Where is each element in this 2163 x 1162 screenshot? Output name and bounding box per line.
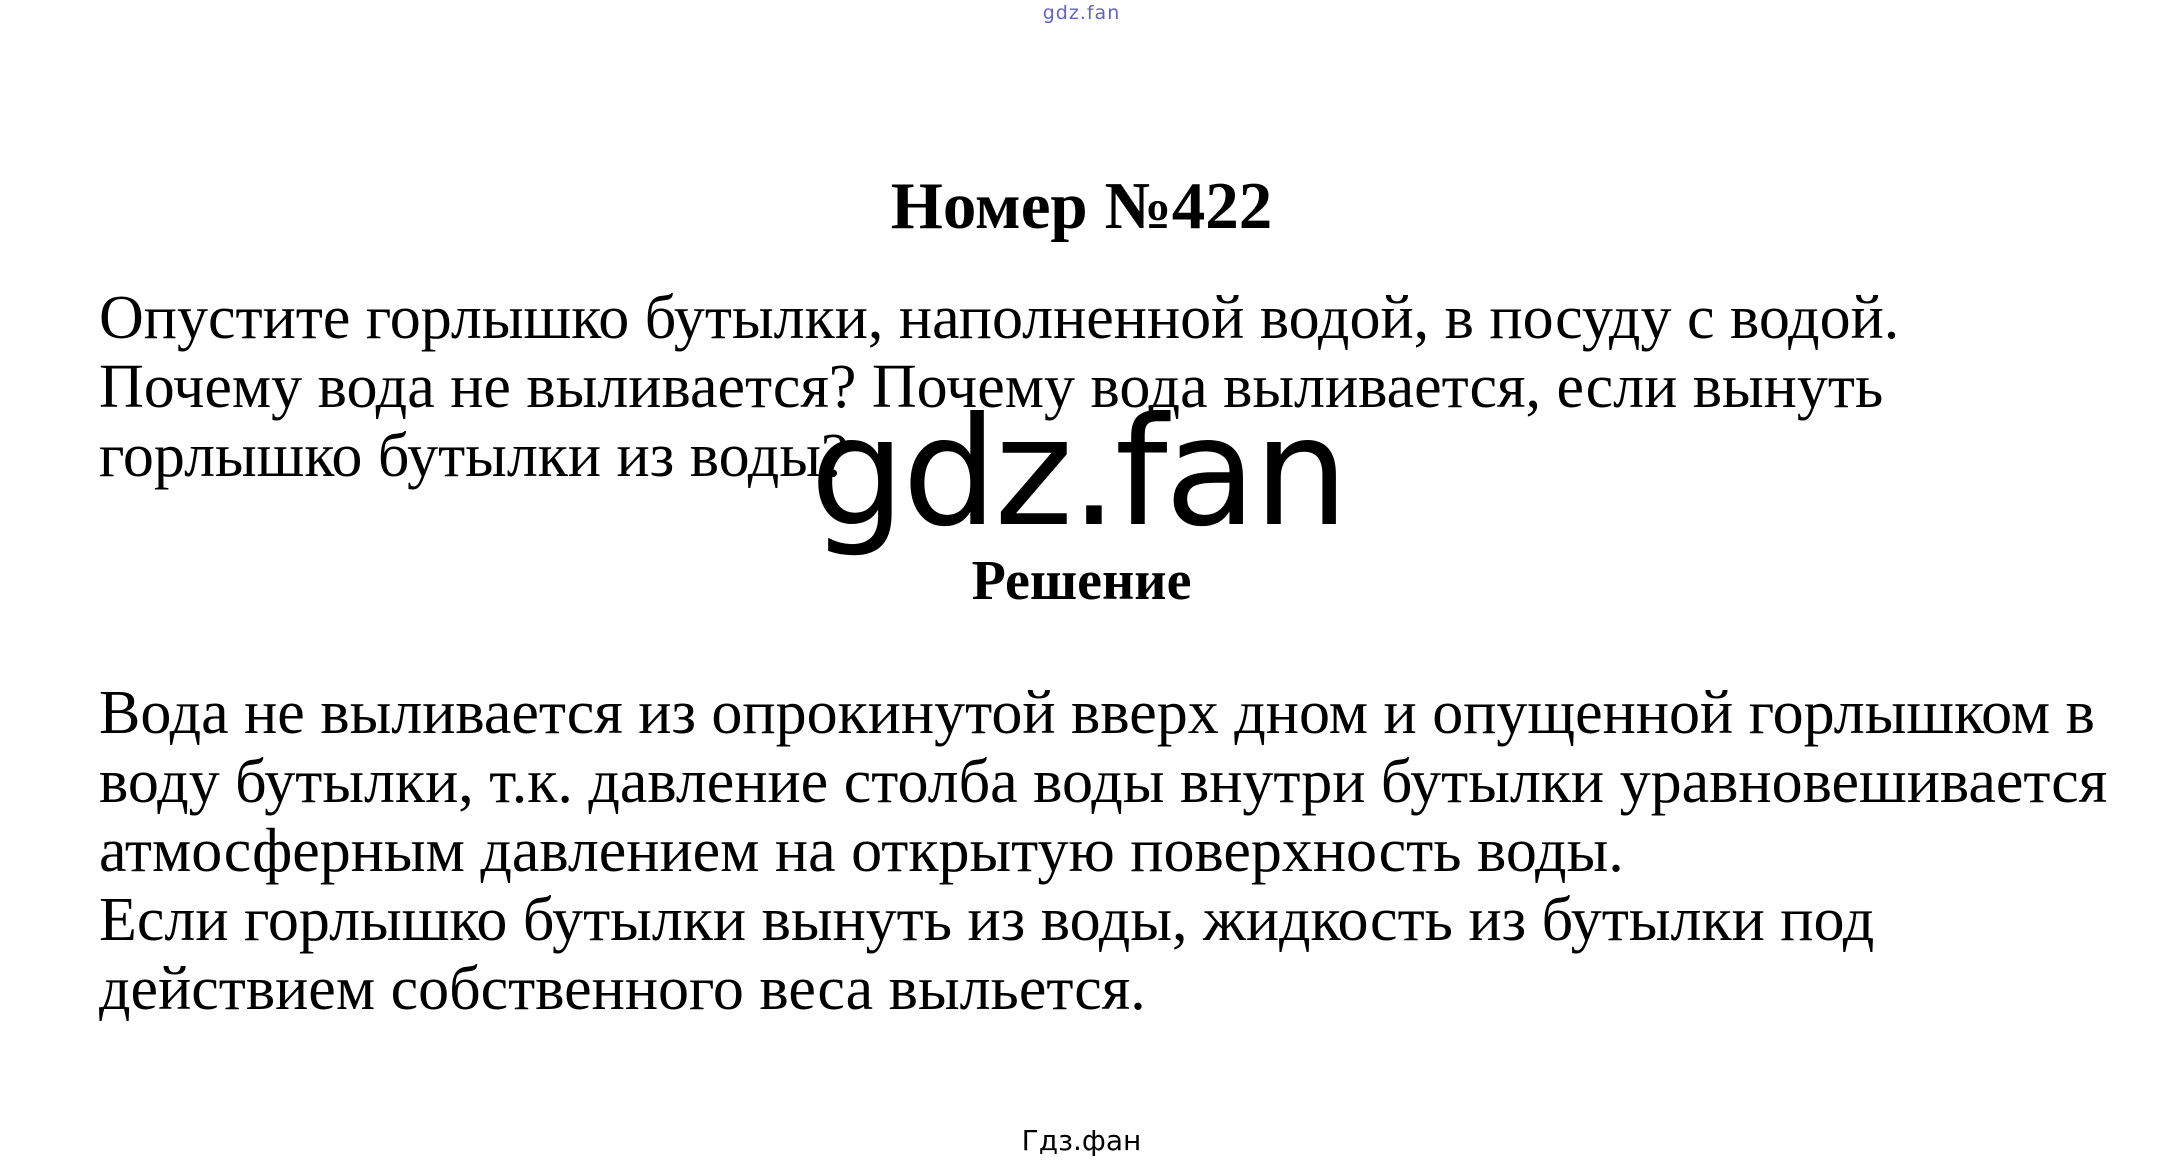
solution-line: Если горлышко бутылки вынуть из воды, жидкость из бутылки под bbox=[99, 886, 1875, 954]
problem-line: Опустите горлышко бутылки, наполненной водой, в посуду с водой. bbox=[99, 284, 1900, 352]
page-title: Номер №422 bbox=[890, 169, 1273, 243]
solution-line: атмосферным давлением на открытую поверхность воды. bbox=[99, 817, 1624, 885]
large-site-watermark: gdz.fan bbox=[810, 386, 1346, 560]
footer-site-name: Гдз.фан bbox=[1021, 1124, 1142, 1157]
solution-line: действием собственного веса выльется. bbox=[99, 955, 1146, 1023]
problem-line: горлышко бутылки из воды? bbox=[99, 422, 849, 490]
solution-body bbox=[99, 679, 2107, 1024]
solution-line: воду бутылки, т.к. давление столба воды внутри бутылки уравновешивается bbox=[99, 748, 2108, 816]
solution-line: Вода не выливается из опрокинутой вверх дном и опущенной горлышком в bbox=[99, 679, 2095, 747]
top-site-watermark: gdz.fan bbox=[1042, 2, 1121, 24]
problem-line: Почему вода не выливается? Почему вода выливается, если вынуть bbox=[99, 353, 1884, 421]
solution-heading: Решение bbox=[971, 550, 1192, 612]
